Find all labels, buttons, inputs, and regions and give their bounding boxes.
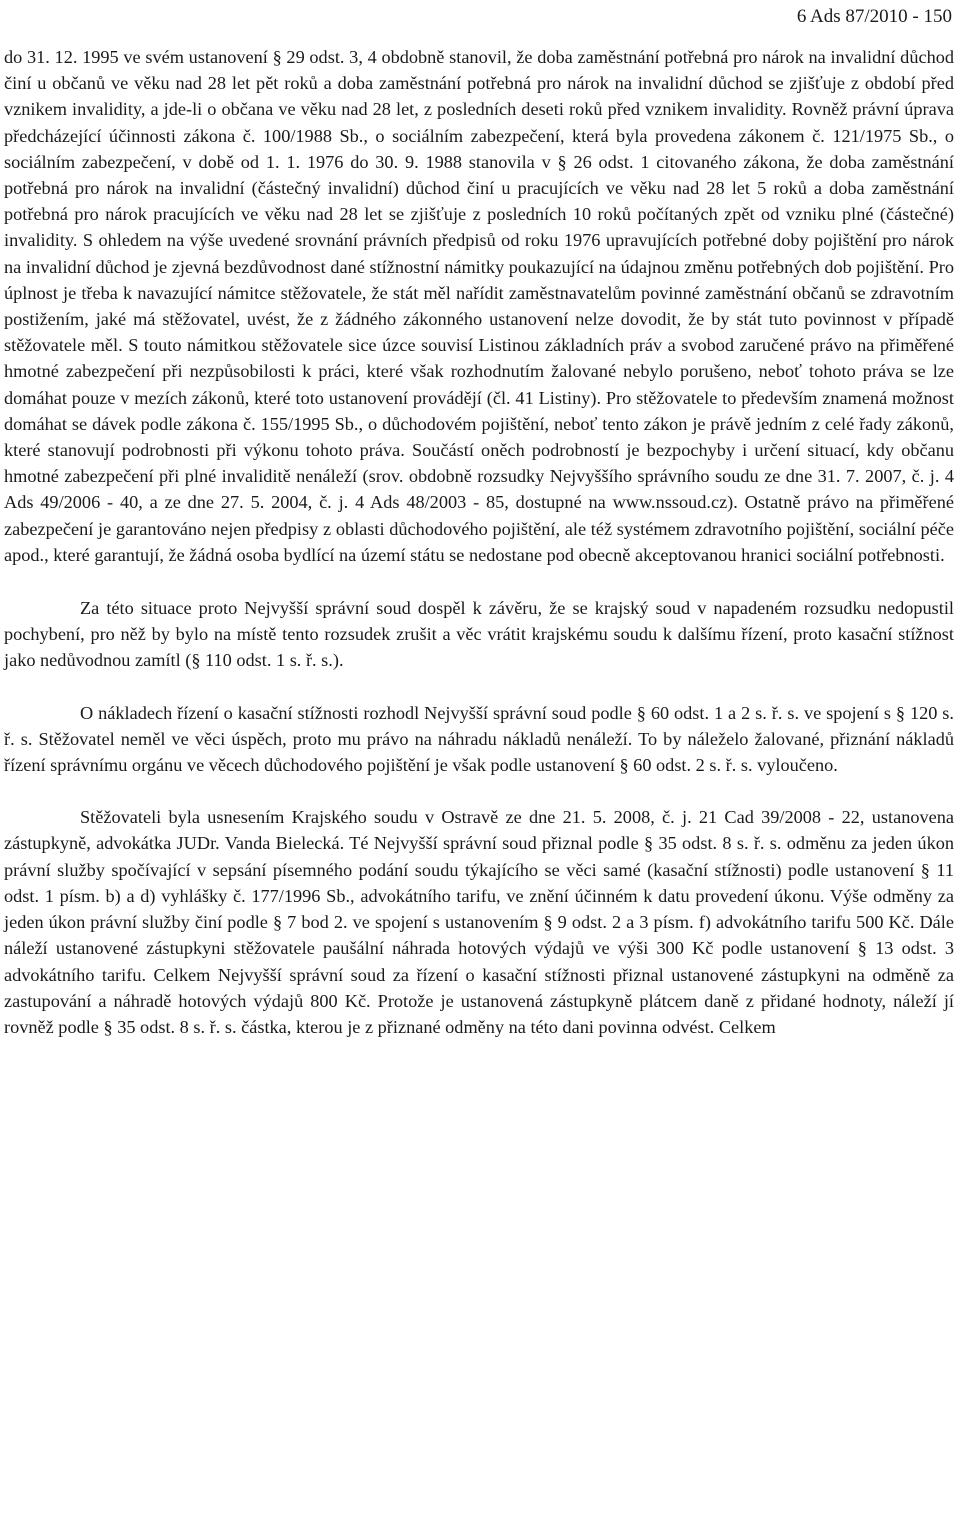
paragraph-conclusion: Za této situace proto Nejvyšší správní soud dospěl k závěru, že se krajský soud v napadeném rozsudku nedopustil pochybení, pro něž by bylo na místě tento rozsudek zrušit a věc vrátit krajskému soudu k dalšímu řízení, proto kasační stížnost jako nedůvodnou zamítl (§ 110 odst. 1 s. ř. s.). bbox=[4, 598, 954, 671]
case-number-header: 6 Ads 87/2010 - 150 bbox=[796, 6, 952, 27]
paragraph-costs: O nákladech řízení o kasační stížnosti rozhodl Nejvyšší správní soud podle § 60 odst. 1 a 2 s. ř. s. ve spojení s § 120 s. ř. s. Stěžovatel neměl ve věci úspěch, proto mu právo na náhradu nákladů nenáleží. To by náleželo žalované, přiznání nákladů řízení správnímu orgánu ve věcech důchodového pojištění je však podle ustanovení § 60 odst. 2 s. ř. s. vyloučeno. bbox=[4, 702, 954, 776]
paragraph-previous-legislation: do 31. 12. 1995 ve svém ustanovení § 29 odst. 3, 4 obdobně stanovil, že doba zaměstnání potřebná pro nárok na invalidní důchod činí u občanů ve věku nad 28 let pět roků a doba zaměstnání potřebná pro nárok na invalidní důchod se zjišťuje z období před vznikem invalidity, a jde-li o občana ve věku nad 28 let, z posledních deseti roků před vznikem invalidity. Rovněž právní úprava předcházející účinnosti zákona č. 100/1988 Sb., o sociálním zabezpečení, která byla provedena zákonem č. 121/1975 Sb., o sociálním zabezpečení, v době od 1. 1. 1976 do 30. 9. 1988 stanovila v § 26 odst. 1 citovaného zákona, že doba zaměstnání potřebná pro nárok na invalidní (částečný invalidní) důchod činí u pracujících ve věku nad 28 let 5 roků a doba zaměstnání potřebná pro nárok pracujících ve věku nad 28 let se zjišťuje z posledních 10 roků počítaných zpět od vzniku plné (částečné) invalidity. S ohledem na výše uvedené srovnání právních předpisů od roku 1976 upravujících potřebné doby pojištění pro nárok na invalidní důchod je zjevná bezdůvodnost dané stížnostní námitky poukazující na údajnou změnu potřebných dob pojištění. Pro úplnost je třeba k navazující námitce stěžovatele, že stát měl nařídit zaměstnavatelům povinné zaměstnání občanů se zdravotním postižením, jaké má stěžovatel, uvést, že z žádného zákonného ustanovení nelze dovodit, že by stát tuto povinnost v případě stěžovatele měl. S touto námitkou stěžovatele sice úzce souvisí Listinou základních práv a svobod zaručené právo na přiměřené hmotné zabezpečení při nezpůsobilosti k práci, které však rozhodnutím žalované nebylo porušeno, neboť tohoto práva se lze domáhat pouze v mezích zákonů, které toto ustanovení provádějí (čl. 41 Listiny). Pro stěžovatele to především znamená možnost domáhat se dávek podle zákona č. 155/1995 Sb., o důchodovém pojištění, neboť tento zákon je právě jedním z celé řady zákonů, které stanovují podrobnosti při výkonu tohoto práva. Součástí oněch podrobností je bezpochyby i určení situací, kdy občanu hmotné zabezpečení při plné invaliditě nenáleží (srov. obdobně rozsudky Nejvyššího správního soudu ze dne 31. 7. 2007, č. j. 4 Ads 49/2006 - 40, a ze dne 27. 5. 2004, č. j. 4 Ads 48/2003 - 85, dostupné na www.nssoud.cz). Ostatně právo na přiměřené zabezpečení je garantováno nejen předpisy z oblasti důchodového pojištění, ale též systémem zdravotního pojištění, sociální péče apod., které garantují, že žádná osoba bydlící na území státu se nedostane pod obecně akceptovanou hranici sociální potřebnosti. bbox=[4, 47, 954, 565]
document-body bbox=[4, 44, 954, 1040]
paragraph-representative-fee: Stěžovateli byla usnesením Krajského soudu v Ostravě ze dne 21. 5. 2008, č. j. 21 Cad 39/2008 - 22, ustanovena zástupkyně, advokátka JUDr. Vanda Bielecká. Té Nejvyšší správní soud přiznal podle § 35 odst. 8 s. ř. s. odměnu za jeden úkon právní služby spočívající v sepsání písemného podání soudu týkajícího se věci samé (kasační stížnosti) podle ustanovení § 11 odst. 1 písm. b) a d) vyhlášky č. 177/1996 Sb., advokátního tarifu, ve znění účinném k datu provedení úkonu. Výše odměny za jeden úkon právní služby činí podle § 7 bod 2. ve spojení s ustanovením § 9 odst. 2 a 3 písm. f) advokátního tarifu 500 Kč. Dále náleží ustanovené zástupkyni stěžovatele paušální náhrada hotových výdajů ve výši 300 Kč podle ustanovení § 13 odst. 3 advokátního tarifu. Celkem Nejvyšší správní soud za řízení o kasační stížnosti přiznal ustanovené zástupkyni na odměně za zastupování a náhradě hotových výdajů 800 Kč. Protože je ustanovená zástupkyně plátcem daně z přidané hodnoty, náleží jí rovněž podle § 35 odst. 8 s. ř. s. částka, kterou je z přiznané odměny na této dani povinna odvést. Celkem bbox=[4, 807, 954, 1037]
